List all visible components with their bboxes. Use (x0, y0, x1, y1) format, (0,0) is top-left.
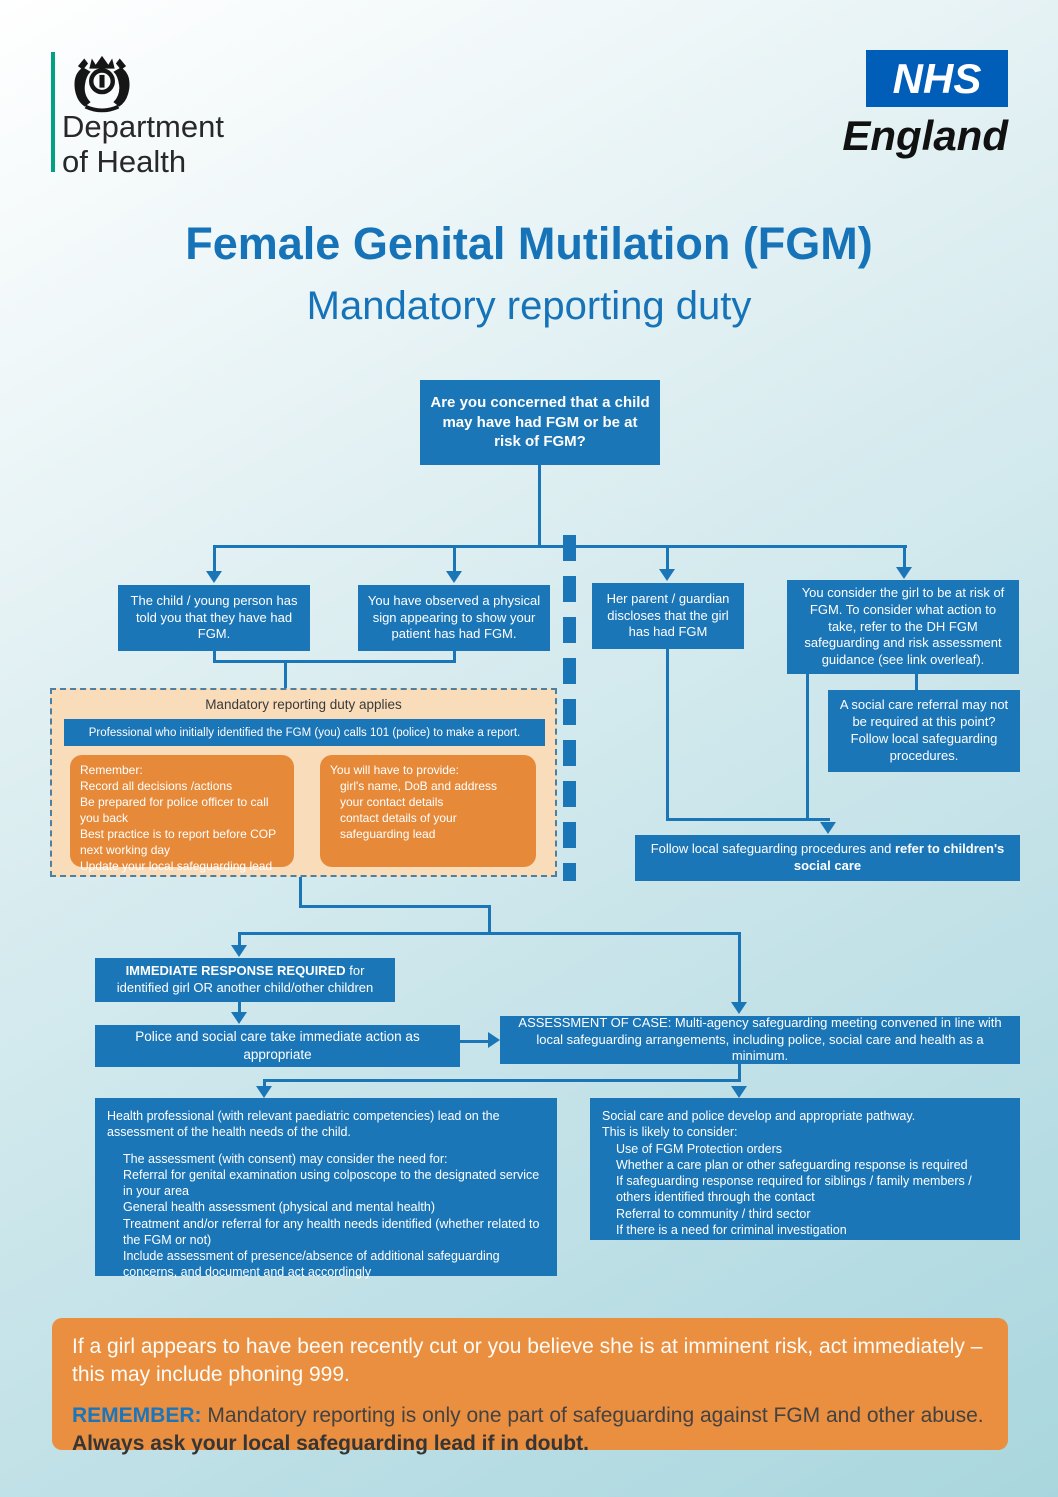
flow-arrow-right (488, 1032, 500, 1048)
flow-connector-line (213, 545, 216, 571)
remember-box (70, 755, 294, 873)
flow-start-box: Are you concerned that a child may have had FGM or be at risk of FGM? (420, 380, 660, 465)
trigger-box-child-told: The child / young person has told you that they have had FGM. (118, 585, 310, 651)
health-item: General health assessment (physical and mental health) (123, 1200, 435, 1215)
remember-line: Be prepared for police officer to call you back (80, 794, 269, 825)
follow-local-box (635, 835, 1020, 881)
remember-bold: Always ask your local safeguarding lead if in doubt. (72, 1432, 589, 1456)
nhs-logo-text: NHS (892, 54, 982, 102)
remember-label: REMEMBER: (72, 1403, 202, 1427)
nhs-logo (866, 50, 1008, 107)
immediate-response-bold: IMMEDIATE RESPONSE REQUIRED (125, 963, 346, 979)
flow-connector-line (284, 660, 287, 689)
flow-connector-line (263, 1079, 266, 1086)
flow-connector-line (666, 649, 669, 820)
flow-arrow-down (731, 1086, 747, 1098)
follow-local-text (643, 841, 1012, 875)
provide-box (320, 755, 536, 867)
flow-connector-line (738, 932, 741, 1002)
report-call-bar: Professional who initially identified the FGM (you) calls 101 (police) to make a report. (64, 719, 545, 746)
social-item: If safeguarding response required for siblings / family members / others identified through the contact (616, 1174, 972, 1205)
remember-line: Remember: (80, 763, 143, 777)
flow-connector-line (214, 545, 907, 548)
flow-connector-line (903, 545, 906, 567)
health-item: Include assessment of presence/absence of additional safeguarding concerns, and document and act accordingly (123, 1249, 500, 1280)
social-item: Referral to community / third sector (616, 1206, 811, 1221)
trigger-box-physical-sign: You have observed a physical sign appearing to show your patient has had FGM. (358, 585, 550, 651)
flow-arrow-down (231, 945, 247, 957)
doh-line2: of Health (62, 143, 187, 179)
page-subtitle: Mandatory reporting duty (306, 284, 752, 328)
social-care-pathway-box (590, 1098, 1020, 1240)
remember-line: Best practice is to report before COP next working day (80, 826, 276, 857)
follow-local-bold: refer to children's social care (793, 841, 1005, 873)
immediate-response-box (95, 958, 395, 1002)
social-list-intro: This is likely to consider: (602, 1125, 738, 1140)
social-item: If there is a need for criminal investigation (616, 1222, 847, 1237)
flow-connector-line (915, 674, 918, 691)
remember-line: Record all decisions /actions (80, 778, 233, 793)
health-list-intro: The assessment (with consent) may consider the need for: (123, 1151, 448, 1166)
panel-title: Mandatory reporting duty applies (205, 697, 402, 712)
flow-connector-line (263, 1079, 741, 1082)
flow-connector-line (213, 660, 456, 663)
trigger-box-at-risk: You consider the girl to be at risk of FGM. To consider what action to take, refer to the DH FGM safeguarding and risk assessment guidance (see link overleaf). (787, 580, 1019, 674)
provide-item: your contact details (340, 794, 444, 809)
flow-connector-line (538, 464, 541, 546)
immediate-response-text (103, 963, 387, 997)
social-item: Whether a care plan or other safeguarding response is required (616, 1157, 968, 1172)
nhs-england-label: England (842, 112, 1008, 159)
doh-logo-text (62, 110, 224, 179)
flow-arrow-down (896, 567, 912, 579)
flow-arrow-down (820, 822, 836, 834)
flow-arrow-down (659, 569, 675, 581)
social-care-note-box: A social care referral may not be required at this point? Follow local safeguarding procedures. (828, 690, 1020, 772)
flow-arrow-down (731, 1002, 747, 1014)
flow-dashed-divider (563, 535, 576, 881)
flow-connector-line (666, 545, 669, 569)
follow-local-normal: Follow local safeguarding procedures and (650, 841, 895, 857)
flow-connector-line (666, 818, 830, 821)
remember-line: Update your local safeguarding lead (80, 858, 273, 873)
flow-connector-line (488, 905, 491, 935)
health-item: Referral for genital examination using colposcope to the designated service in your area (123, 1167, 540, 1198)
flow-arrow-down (256, 1086, 272, 1098)
police-action-box: Police and social care take immediate action as appropriate (95, 1025, 460, 1067)
health-intro: Health professional (with relevant paediatric competencies) lead on the assessment of the health needs of the child. (107, 1109, 500, 1140)
provide-intro: You will have to provide: (330, 763, 459, 777)
health-item: Treatment and/or referral for any health needs identified (whether related to the FGM or not) (123, 1216, 540, 1247)
doh-line1: Department (62, 109, 224, 144)
footer-warning-banner (52, 1318, 1008, 1456)
provide-item: girl's name, DoB and address (340, 778, 498, 793)
flow-connector-line (238, 932, 241, 945)
health-professional-box (95, 1098, 557, 1280)
trigger-box-parent-discloses: Her parent / guardian discloses that the girl has had FGM (592, 583, 744, 649)
flow-connector-line (299, 877, 302, 908)
footer-remember (72, 1402, 988, 1459)
assessment-box: ASSESSMENT OF CASE: Multi-agency safeguarding meeting convened in line with local safeguarding arrangements, including police, social care and health as a minimum. (500, 1016, 1020, 1064)
flow-connector-line (238, 932, 741, 935)
flow-arrow-down (446, 571, 462, 583)
flow-connector-line (238, 1002, 241, 1012)
social-item: Use of FGM Protection orders (616, 1141, 783, 1156)
flow-connector-line (460, 1040, 488, 1043)
provide-item: contact details of your safeguarding lead (340, 810, 457, 841)
royal-crest-icon (64, 46, 140, 114)
flow-connector-line (299, 905, 491, 908)
mandatory-reporting-panel (50, 688, 557, 877)
flow-connector-line (453, 545, 456, 571)
doh-brand-bar (51, 52, 55, 172)
page-title: Female Genital Mutilation (FGM) (185, 218, 873, 269)
flow-connector-line (806, 674, 809, 820)
remember-text: Mandatory reporting is only one part of safeguarding against FGM and other abuse. (201, 1403, 984, 1427)
immediate-response-rest: for identified girl OR another child/other children (116, 963, 374, 995)
footer-act-immediately: If a girl appears to have been recently cut or you believe she is at imminent risk, act immediately – this may include phoning 999. (72, 1335, 983, 1387)
flow-arrow-down (206, 571, 222, 583)
social-intro: Social care and police develop and appropriate pathway. (602, 1109, 916, 1123)
flow-arrow-down (231, 1012, 247, 1024)
